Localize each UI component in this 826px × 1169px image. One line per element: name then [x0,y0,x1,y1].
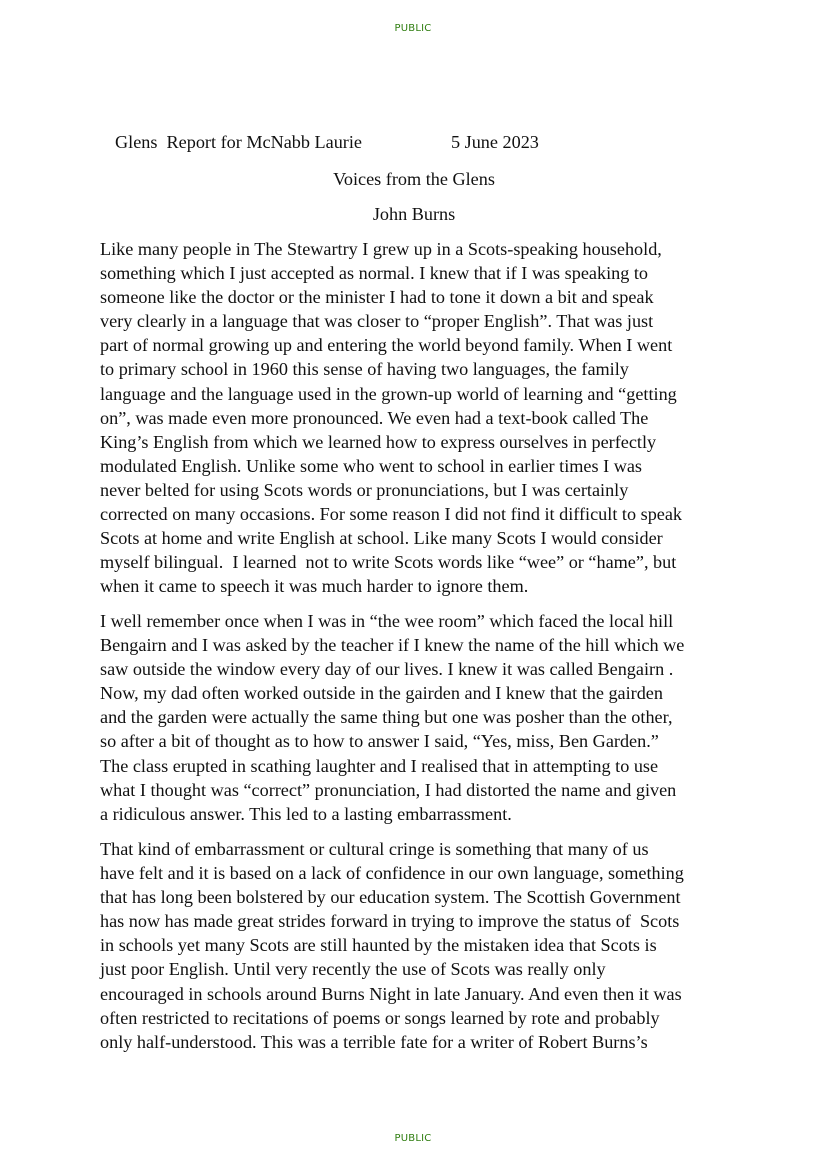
paragraph-line: The class erupted in scathing laughter and I realised that in attempting to use [100,755,659,776]
paragraph-line: I well remember once when I was in “the wee room” which faced the local hill [100,611,674,631]
paragraph-line: someone like the doctor or the minister I had to tone it down a bit and speak [100,287,654,308]
paragraph-line: Bengairn and I was asked by the teacher if I knew the name of the hill which we [100,635,685,656]
paragraph-1 [100,237,740,598]
paragraph-line: in schools yet many Scots are still haunted by the mistaken idea that Scots is [100,935,657,956]
document-title: Voices from the Glens [333,169,495,189]
paragraph-line: language and the language used in the grown-up world of learning and “getting [100,383,677,404]
classification-header: PUBLIC [394,23,432,34]
paragraph-line: and the garden were actually the same thing but one was posher than the other, [100,707,673,728]
paragraph-line: myself bilingual. I learned not to write Scots words like “wee” or “hame”, but [100,552,677,573]
paragraph-line: a ridiculous answer. This led to a lasting embarrassment. [100,803,512,824]
paragraph-line: Scots at home and write English at school. Like many Scots I would consider [100,528,663,549]
paragraph-line: what I thought was “correct” pronunciation, I had distorted the name and given [100,779,677,800]
paragraph-3 [100,837,740,1054]
paragraph-line: when it came to speech it was much harder to ignore them. [100,576,529,597]
paragraph-line: have felt and it is based on a lack of confidence in our own language, something [100,863,684,884]
report-label: Glens Report for McNabb Laurie [115,132,362,152]
paragraph-line: only half-understood. This was a terrible fate for a writer of Robert Burns’s [100,1031,648,1052]
paragraph-line: very clearly in a language that was closer to “proper English”. That was just [100,311,654,332]
paragraph-line: just poor English. Until very recently the use of Scots was really only [100,959,606,980]
report-date: 5 June 2023 [451,132,539,152]
paragraph-line: King’s English from which we learned how to express ourselves in perfectly [100,431,657,452]
paragraph-line: Now, my dad often worked outside in the gairden and I knew that the gairden [100,683,663,704]
paragraph-line: encouraged in schools around Burns Night in late January. And even then it was [100,983,682,1004]
paragraph-line: on”, was made even more pronounced. We even had a text-book called The [100,407,649,428]
classification-footer: PUBLIC [394,1133,432,1144]
paragraph-2 [100,609,740,826]
paragraph-line: modulated English. Unlike some who went to school in earlier times I was [100,455,642,476]
paragraph-line: corrected on many occasions. For some reason I did not find it difficult to speak [100,504,683,525]
paragraph-line: that has long been bolstered by our education system. The Scottish Government [100,887,681,908]
paragraph-line: has now has made great strides forward in trying to improve the status of Scots [100,911,680,932]
paragraph-line: something which I just accepted as normal. I knew that if I was speaking to [100,263,649,284]
document-author: John Burns [372,204,456,224]
paragraph-line: never belted for using Scots words or pronunciations, but I was certainly [100,479,629,500]
paragraph-line: often restricted to recitations of poems or songs learned by rote and probably [100,1007,660,1028]
paragraph-line: part of normal growing up and entering the world beyond family. When I went [100,335,673,356]
paragraph-line: Like many people in The Stewartry I grew up in a Scots-speaking household, [100,239,662,259]
paragraph-line: saw outside the window every day of our lives. I knew it was called Bengairn . [100,659,674,680]
paragraph-line: so after a bit of thought as to how to answer I said, “Yes, miss, Ben Garden.” [100,731,659,752]
paragraph-line: to primary school in 1960 this sense of having two languages, the family [100,359,629,380]
paragraph-line: That kind of embarrassment or cultural cringe is something that many of us [100,839,649,859]
